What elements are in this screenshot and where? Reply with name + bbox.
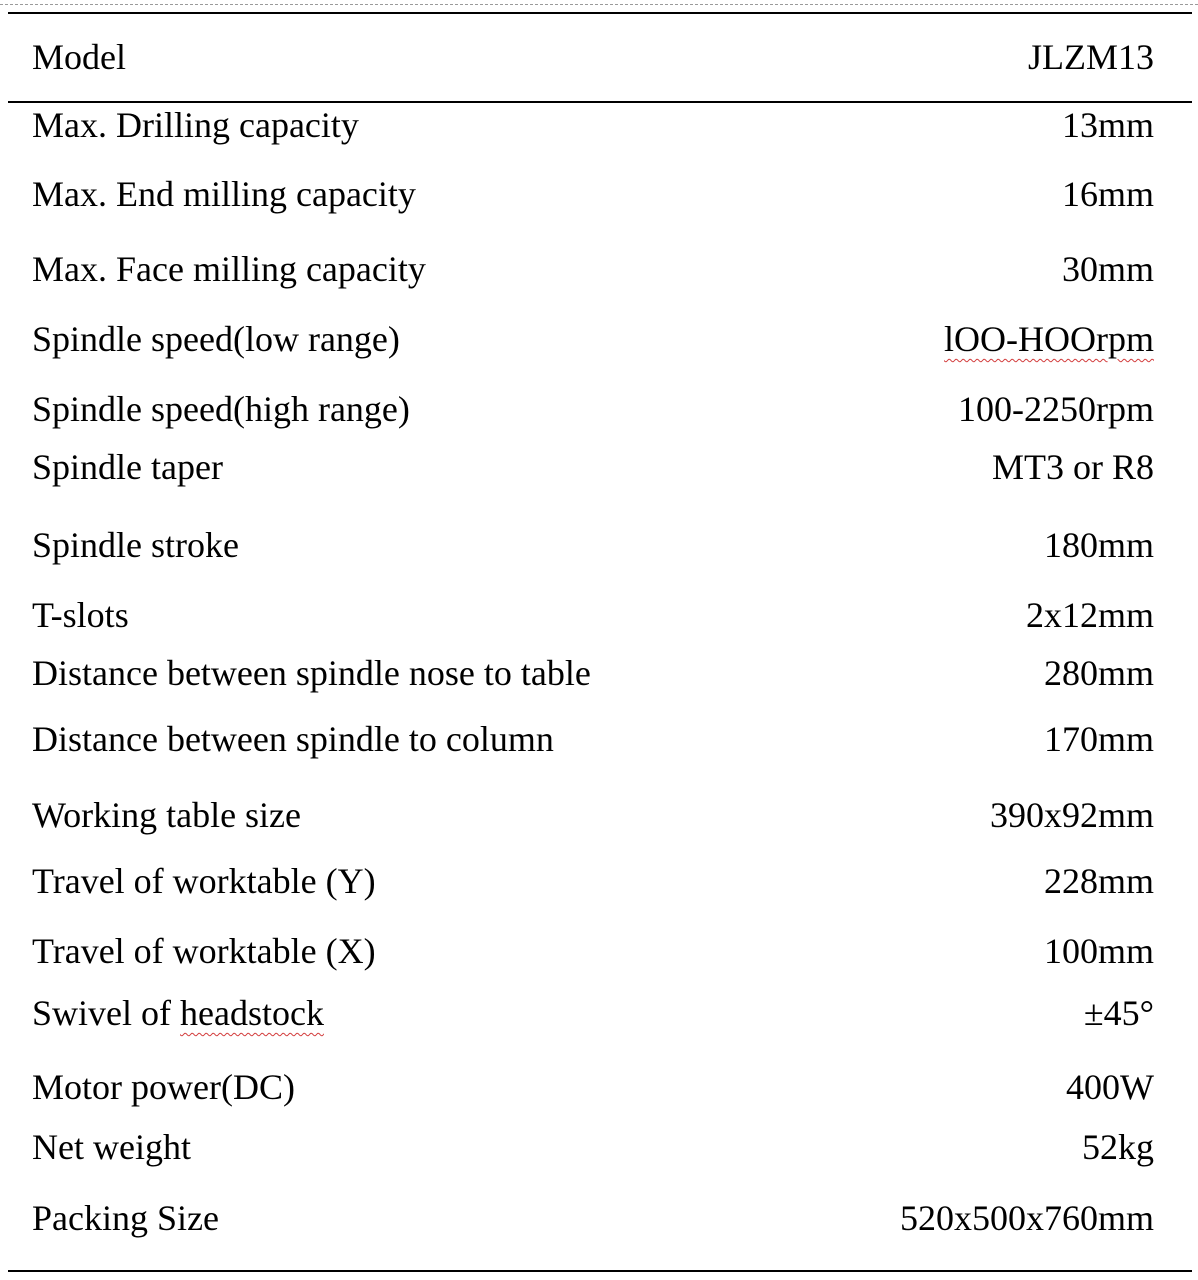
spec-value: 390x92mm [989,795,1154,835]
table-row [0,988,1198,1038]
spec-value: 180mm [1043,525,1154,565]
table-row [0,384,1198,434]
spec-value: 280mm [1043,653,1154,693]
table-row [0,856,1198,906]
spec-value: 170mm [1043,719,1154,759]
table-bottom-rule [8,1270,1192,1272]
spec-label: Spindle speed(low range) [32,319,400,359]
spec-value: 228mm [1043,861,1154,901]
table-row [0,244,1198,294]
spec-label: Distance between spindle nose to table [32,653,591,693]
spec-label: Travel of worktable (Y) [32,861,376,901]
spec-value: ±45° [1083,993,1154,1033]
spec-label: Working table size [32,795,302,835]
spec-label [32,988,324,1038]
spec-value: 52kg [1082,1127,1154,1167]
spec-label-prefix: Swivel of [32,993,180,1033]
table-row [0,590,1198,640]
table-header-row [0,32,1198,82]
spec-label: Spindle stroke [32,525,239,565]
header-label: Model [32,37,126,77]
spec-label: Travel of worktable (X) [32,931,376,971]
table-row [0,442,1198,492]
table-row [0,1062,1198,1112]
spec-label: T-slots [32,595,129,635]
spec-label-flagged-word: headstock [180,993,324,1033]
table-row [0,1193,1198,1243]
header-value: JLZM13 [1028,37,1154,77]
table-row [0,100,1198,150]
spec-label: Distance between spindle to column [32,719,554,759]
table-row [0,648,1198,698]
spec-value: MT3 or R8 [992,447,1154,487]
table-row [0,520,1198,570]
spec-label: Motor power(DC) [32,1067,295,1107]
table-row [0,314,1198,364]
top-dashed-border [0,4,1198,5]
table-top-rule [8,12,1192,14]
table-row [0,790,1198,840]
spec-value: 100mm [1043,931,1154,971]
table-row [0,169,1198,219]
spec-label: Max. End milling capacity [32,174,416,214]
spec-label: Spindle speed(high range) [32,389,410,429]
spec-value: 13mm [1061,105,1154,145]
spec-value: 30mm [1061,249,1154,289]
spec-label: Net weight [32,1127,191,1167]
spec-label: Packing Size [32,1198,219,1238]
spec-value: lOO-HOOrpm [944,319,1154,359]
spec-label: Max. Drilling capacity [32,105,359,145]
spec-value: 400W [1066,1067,1154,1107]
spec-value: 100-2250rpm [958,389,1154,429]
spec-value: 16mm [1061,174,1154,214]
spec-label: Max. Face milling capacity [32,249,426,289]
spec-label: Spindle taper [32,447,223,487]
spec-value: 520x500x760mm [899,1198,1154,1238]
spec-value: 2x12mm [1025,595,1154,635]
table-row [0,714,1198,764]
table-row [0,1122,1198,1172]
table-row [0,926,1198,976]
